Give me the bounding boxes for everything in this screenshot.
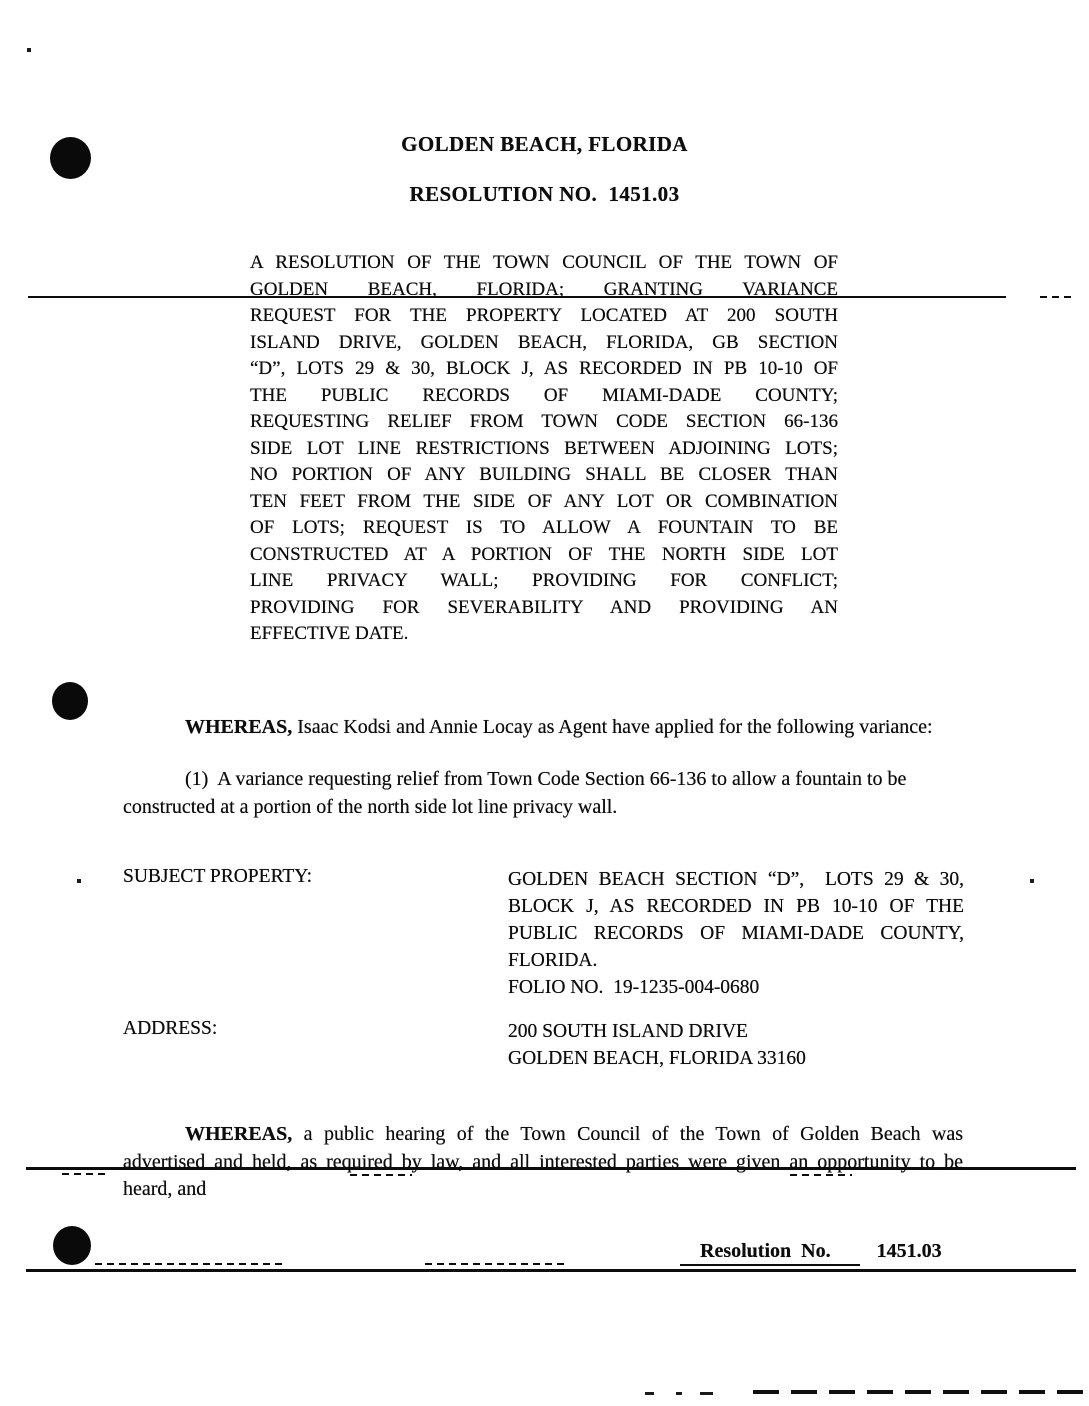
whereas-label: WHEREAS, <box>185 716 293 738</box>
subject-property-line: BLOCK J, AS RECORDED IN PB 10-10 OF THE <box>508 896 964 917</box>
scan-line-footer <box>26 1269 1076 1272</box>
preamble-line: A RESOLUTION OF THE TOWN COUNCIL OF THE TOWN OF <box>250 252 838 273</box>
preamble-line: “D”, LOTS 29 & 30, BLOCK J, AS RECORDED IN PB 10-10 OF <box>250 358 838 379</box>
preamble-line: OF LOTS; REQUEST IS TO ALLOW A FOUNTAIN TO BE <box>250 517 838 538</box>
hole-punch-middle <box>52 682 88 720</box>
resolution-preamble <box>250 250 838 648</box>
address-line: GOLDEN BEACH, FLORIDA 33160 <box>508 1048 806 1069</box>
ink-speck <box>700 1392 713 1395</box>
scan-line-footer-dashes <box>95 1263 285 1265</box>
whereas-hearing-line: heard, and <box>123 1178 207 1200</box>
address-value <box>508 1018 964 1072</box>
preamble-line: REQUESTING RELIEF FROM TOWN CODE SECTION 66-136 <box>250 411 838 432</box>
whereas-agent-text: Isaac Kodsi and Annie Locay as Agent have applied for the following variance: <box>292 716 933 738</box>
preamble-line: LINE PRIVACY WALL; PROVIDING FOR CONFLICT; <box>250 570 838 591</box>
whereas-hearing-line: advertised and held, as required by law, and all interested parties were given an opportunity to be <box>123 1150 963 1173</box>
ink-speck <box>77 879 81 883</box>
hole-punch-bottom <box>53 1226 91 1265</box>
document-title: GOLDEN BEACH, FLORIDA <box>401 132 688 156</box>
subject-property-label: SUBJECT PROPERTY: <box>123 866 313 887</box>
preamble-line: SIDE LOT LINE RESTRICTIONS BETWEEN ADJOINING LOTS; <box>250 437 838 459</box>
address-line: 200 SOUTH ISLAND DRIVE <box>508 1021 748 1042</box>
variance-line: constructed at a portion of the north side lot line privacy wall. <box>123 795 618 818</box>
ink-speck <box>676 1392 682 1395</box>
preamble-line: REQUEST FOR THE PROPERTY LOCATED AT 200 SOUTH <box>250 305 838 326</box>
scan-line-footer-segment <box>680 1264 860 1266</box>
subject-property-line: GOLDEN BEACH SECTION “D”, LOTS 29 & 30, <box>508 869 964 890</box>
preamble-line: THE PUBLIC RECORDS OF MIAMI-DADE COUNTY; <box>250 384 838 406</box>
whereas-hearing-line <box>123 1121 963 1149</box>
preamble-line: GOLDEN BEACH, FLORIDA; GRANTING VARIANCE <box>250 278 838 300</box>
folio-number-line: FOLIO NO. 19-1235-004-0680 <box>508 977 760 998</box>
preamble-line: TEN FEET FROM THE SIDE OF ANY LOT OR COMBINATION <box>250 490 838 512</box>
scan-line-mid-dashes <box>62 1173 106 1175</box>
scan-line-bottom-dashes <box>753 1390 1089 1394</box>
ink-speck <box>1030 879 1034 883</box>
whereas-label: WHEREAS, <box>185 1123 293 1145</box>
preamble-line: PROVIDING FOR SEVERABILITY AND PROVIDING AN <box>250 596 838 618</box>
subject-property-line: PUBLIC RECORDS OF MIAMI-DADE COUNTY, <box>508 923 964 944</box>
preamble-line: EFFECTIVE DATE. <box>250 623 409 644</box>
preamble-line: ISLAND DRIVE, GOLDEN BEACH, FLORIDA, GB SECTION <box>250 331 838 353</box>
preamble-line: NO PORTION OF ANY BUILDING SHALL BE CLOSER THAN <box>250 464 838 485</box>
whereas-agent-clause <box>123 714 933 742</box>
footer-resolution-label: Resolution No. <box>700 1240 831 1262</box>
subject-property-value <box>508 866 964 1001</box>
address-label: ADDRESS: <box>123 1018 218 1039</box>
scan-line-footer-dashes <box>425 1263 565 1265</box>
footer-resolution-value: 1451.03 <box>876 1240 942 1262</box>
variance-line: (1) A variance requesting relief from Town Code Section 66-136 to allow a fountain to be <box>185 768 907 790</box>
ink-speck <box>645 1392 654 1395</box>
footer-resolution-number <box>700 1240 942 1263</box>
ink-speck <box>27 48 31 52</box>
variance-item <box>123 766 966 821</box>
preamble-line: CONSTRUCTED AT A PORTION OF THE NORTH SIDE LOT <box>250 543 838 565</box>
scan-line-strike-dashes <box>1040 296 1076 298</box>
resolution-number-heading: RESOLUTION NO. 1451.03 <box>409 182 680 206</box>
subject-property-line: FLORIDA. <box>508 950 598 971</box>
whereas-hearing-clause <box>123 1121 963 1204</box>
whereas-hearing-text: a public hearing of the Town Council of the Town of Golden Beach was <box>292 1123 963 1145</box>
